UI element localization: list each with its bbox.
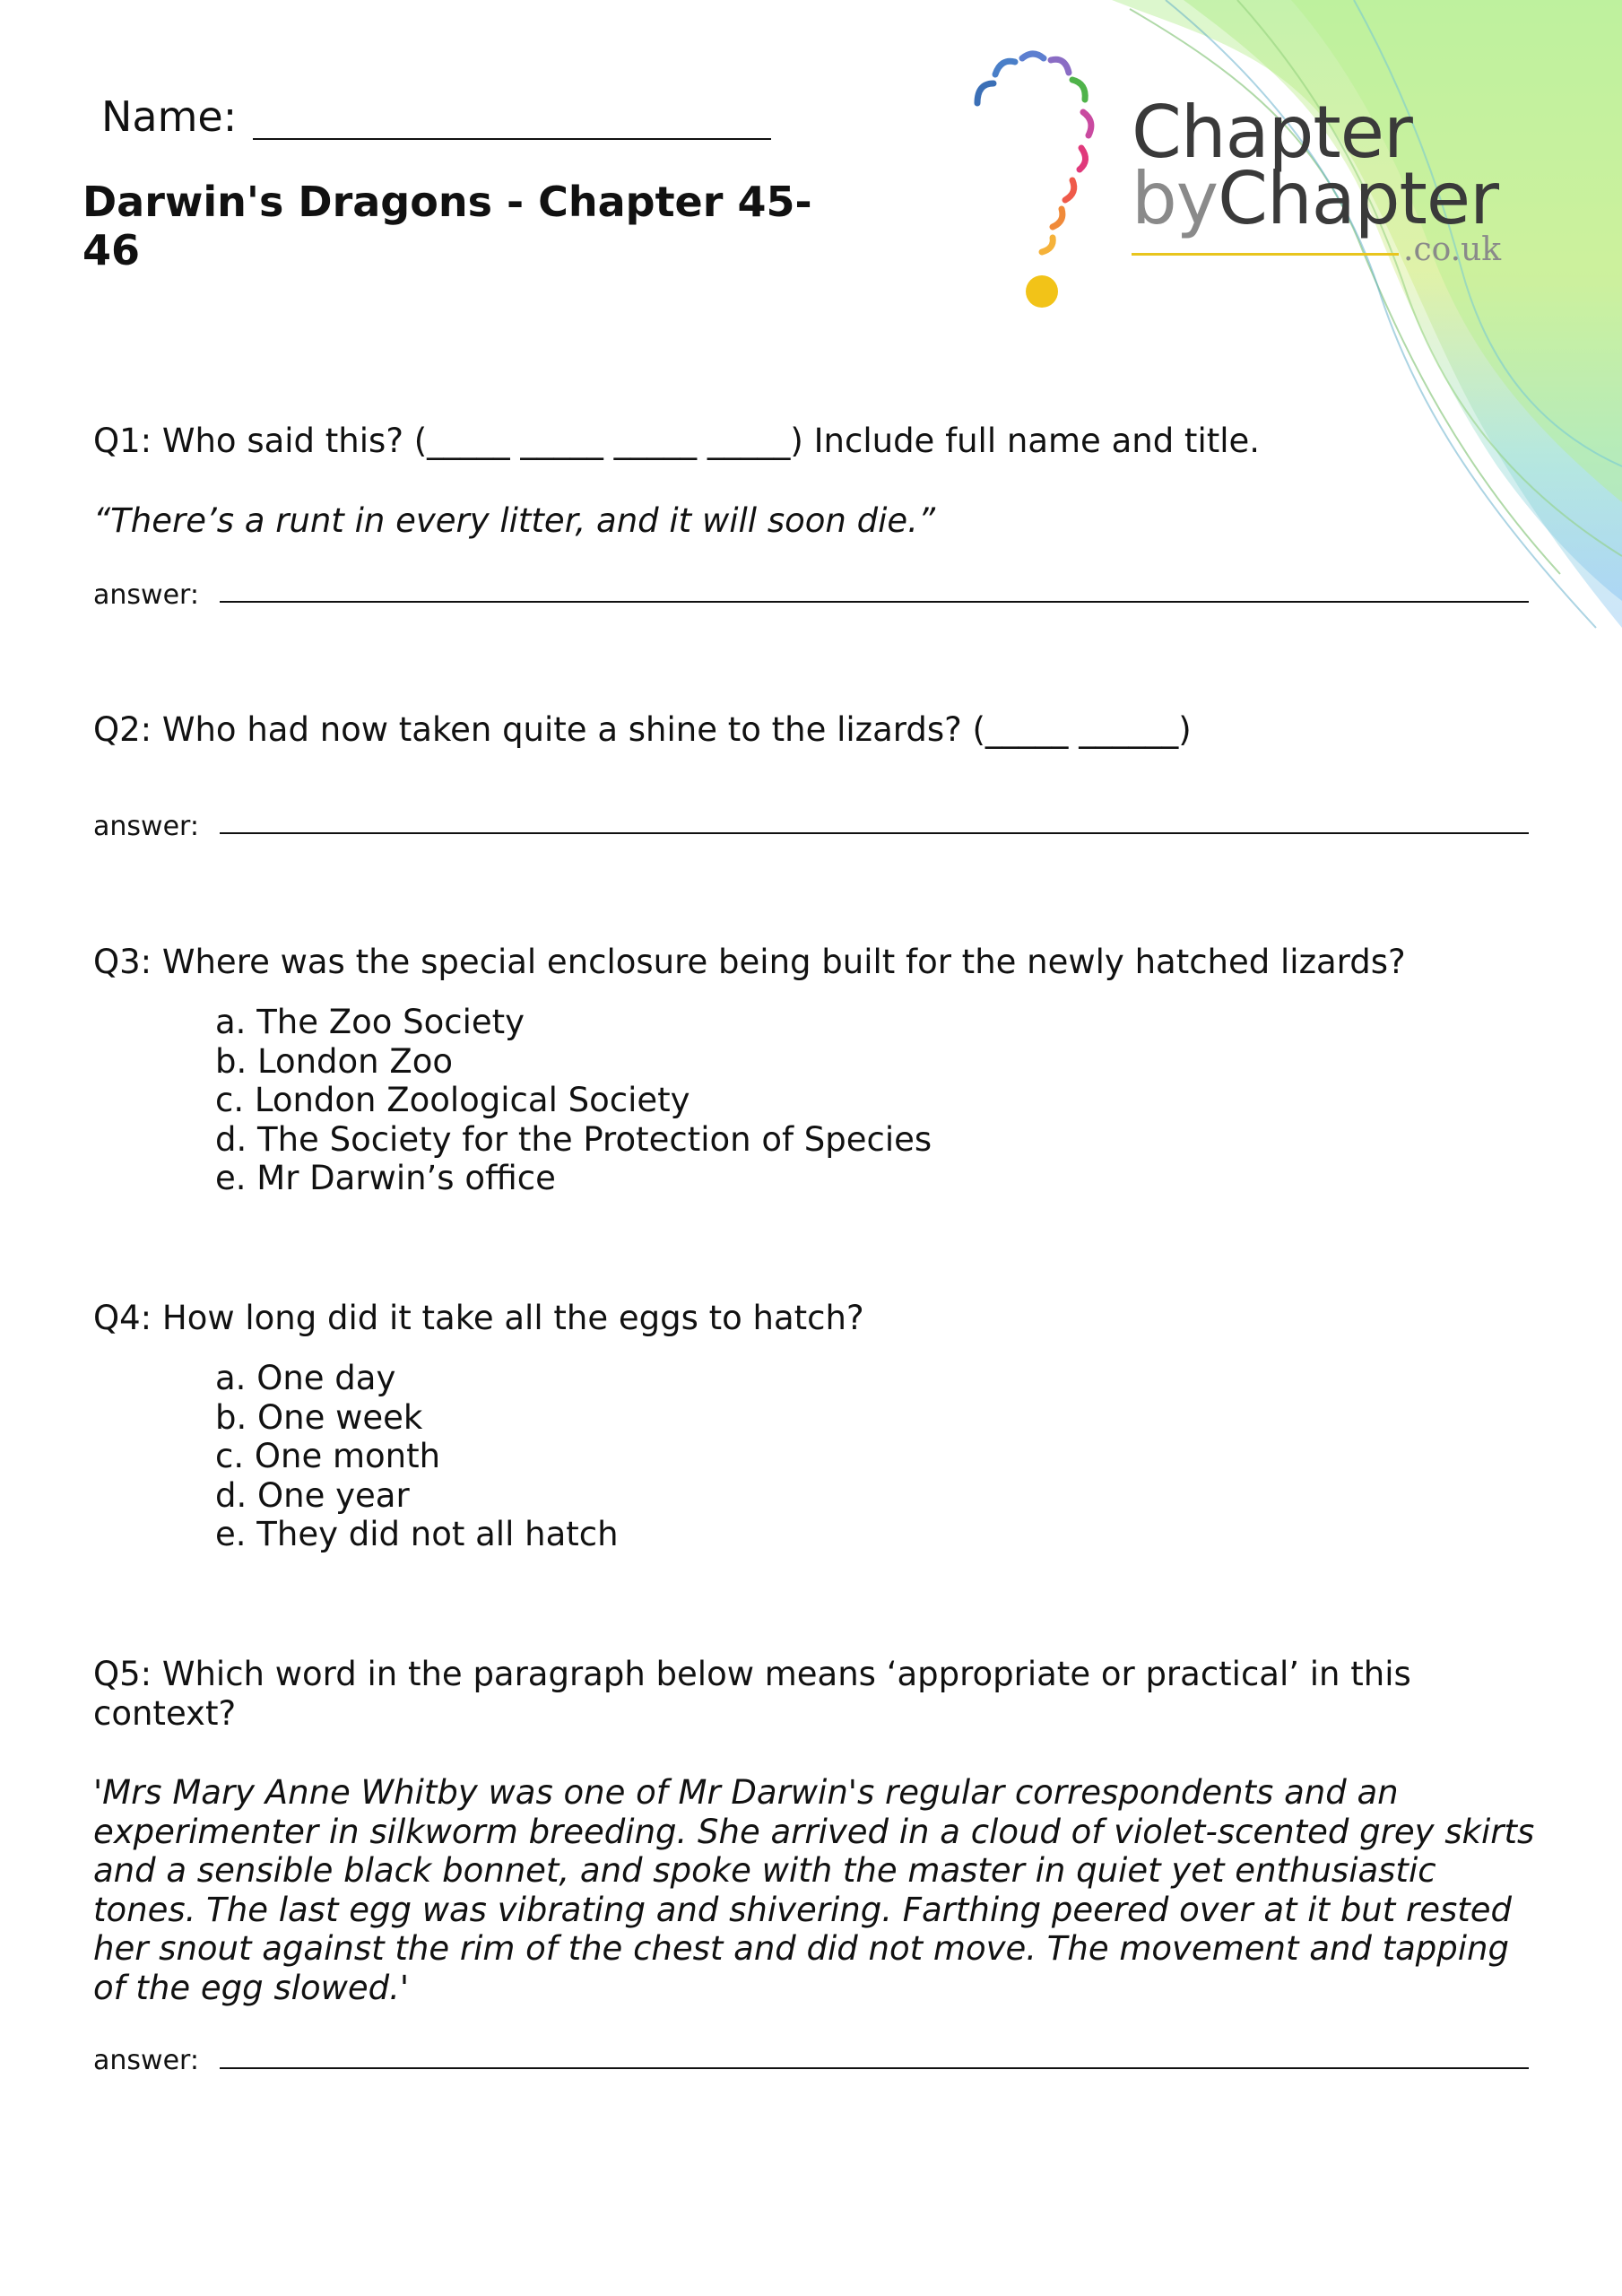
question-3-options (215, 1003, 932, 1198)
option-a[interactable]: a. One day (215, 1359, 396, 1397)
logo-icon (959, 49, 1130, 309)
option-a[interactable]: a. The Zoo Society (215, 1003, 525, 1041)
option-d[interactable]: d. The Society for the Protection of Species (215, 1119, 932, 1159)
option-e[interactable]: e. They did not all hatch (215, 1515, 619, 1553)
brand-name-line1: Chapter (1132, 91, 1412, 174)
name-label: Name: (101, 92, 238, 141)
answer-label: answer: (93, 2045, 199, 2076)
question-1-quote: “There’s a runt in every litter, and it will soon die.” (93, 501, 936, 540)
option-c[interactable]: c. London Zoological Society (215, 1081, 690, 1119)
option-d[interactable]: d. One year (215, 1475, 410, 1515)
brand-chapter: Chapter (1218, 157, 1498, 240)
option-b[interactable]: b. London Zoo (215, 1041, 454, 1081)
page-title: Darwin's Dragons - Chapter 45-46 (82, 178, 812, 274)
brand-name-line2 (1132, 157, 1498, 240)
answer-label: answer: (93, 579, 199, 611)
option-b[interactable]: b. One week (215, 1397, 423, 1437)
question-2: Q2: Who had now taken quite a shine to the lizards? (_____ ______) (93, 710, 1192, 749)
question-4: Q4: How long did it take all the eggs to hatch? (93, 1299, 864, 1337)
question-5-passage: 'Mrs Mary Anne Whitby was one of Mr Darwin's regular correspondents and an experimenter in silkworm breeding. She arrived in a cloud of violet-scented grey skirts and a sensible black bonnet, and spoke with the master in quiet yet enthusiastic tones. The last egg was vibrating and shivering. Farthing peered over at it but rested her snout against the rim of the chest and did not move. The movement and tapping of the egg slowed.' (93, 1773, 1535, 2007)
question-4-options (215, 1359, 619, 1554)
option-e[interactable]: e. Mr Darwin’s office (215, 1159, 556, 1197)
answer-2-line[interactable] (220, 832, 1529, 834)
answer-1-line[interactable] (220, 601, 1529, 603)
question-1: Q1: Who said this? (_____ _____ _____ _____) Include full name and title. (93, 422, 1261, 460)
option-c[interactable]: c. One month (215, 1437, 441, 1475)
question-3: Q3: Where was the special enclosure being built for the newly hatched lizards? (93, 943, 1406, 981)
answer-label: answer: (93, 811, 199, 842)
brand-url: .co.uk (1403, 231, 1502, 268)
question-5: Q5: Which word in the paragraph below means ‘appropriate or practical’ in this context? (93, 1655, 1411, 1733)
name-field[interactable] (253, 138, 771, 140)
brand-underline (1132, 253, 1399, 256)
answer-5-line[interactable] (220, 2067, 1529, 2069)
brand-by: by (1132, 157, 1219, 240)
